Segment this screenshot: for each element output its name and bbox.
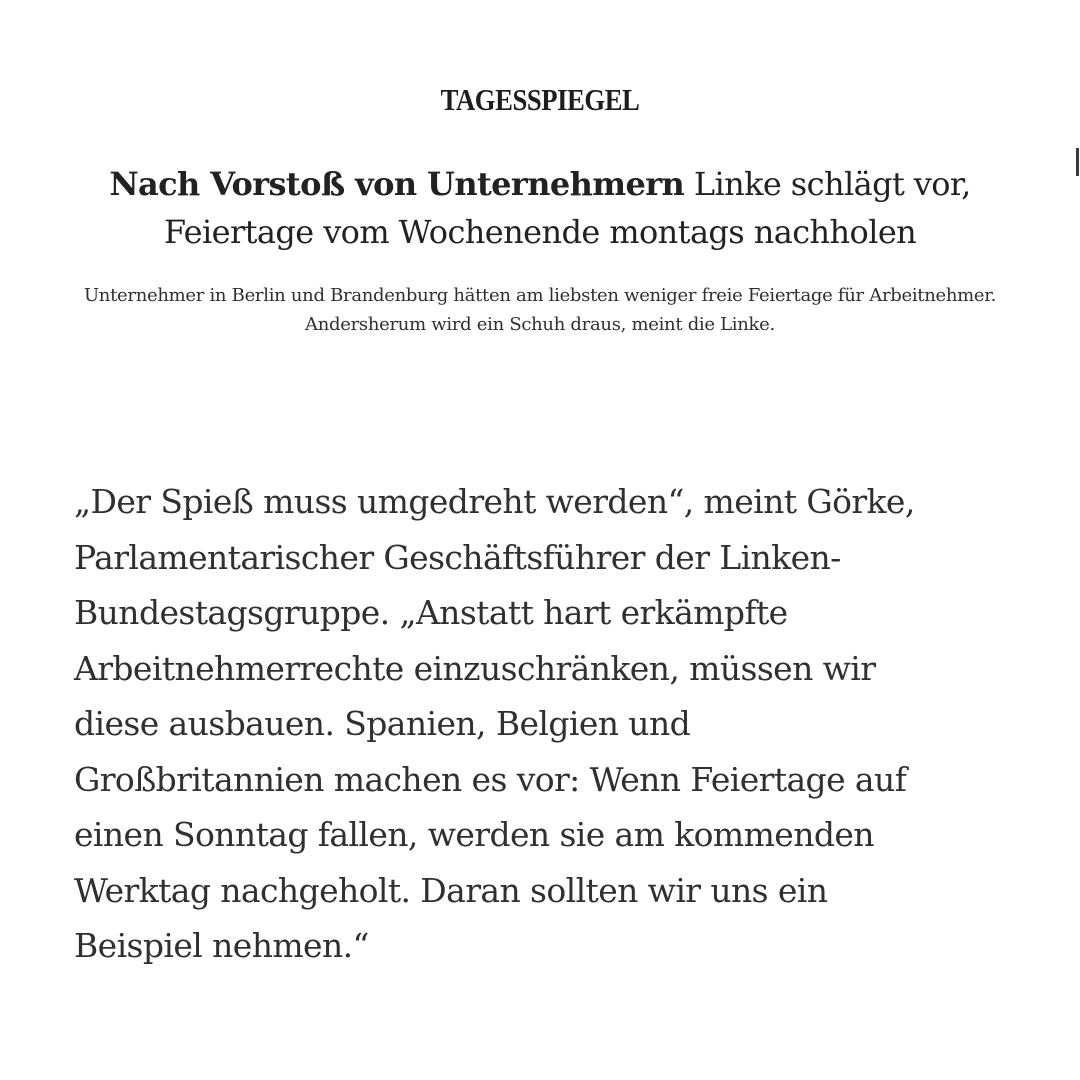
- quote-line: einen Sonntag fallen, werden sie am kommenden: [74, 815, 874, 854]
- quote-block: [74, 474, 1034, 974]
- headline-title: Linke schlägt vor, Feiertage vom Wochenende montags nachholen: [163, 165, 971, 251]
- quote-line: Parlamentarischer Geschäftsführer der Linken-: [74, 537, 841, 577]
- quote-line: Bundestagsgruppe. „Anstatt hart erkämpfte: [74, 593, 788, 632]
- edge-divider: [1076, 148, 1079, 176]
- quote-line: Großbritannien machen es vor: Wenn Feiertage auf: [74, 759, 907, 799]
- masthead-logo: TAGESSPIEGEL: [440, 82, 640, 117]
- headline-kicker: Nach Vorstoß von Unternehmern: [109, 165, 685, 203]
- quote-line: diese ausbauen. Spanien, Belgien und: [74, 704, 691, 743]
- quote-line: Werktag nachgeholt. Daran sollten wir uns ein: [74, 870, 828, 910]
- quote-line: Arbeitnehmerrechte einzuschränken, müssen wir: [74, 648, 876, 688]
- headline: [40, 160, 1040, 256]
- quote-line: „Der Spieß muss umgedreht werden“, meint Görke,: [74, 482, 915, 521]
- quote-line: Beispiel nehmen.“: [74, 926, 369, 965]
- teaser-text: Unternehmer in Berlin und Brandenburg hätten am liebsten weniger freie Feiertage für Arbeitnehmer. Andersherum wird ein Schuh draus, meint die Linke.: [83, 285, 997, 335]
